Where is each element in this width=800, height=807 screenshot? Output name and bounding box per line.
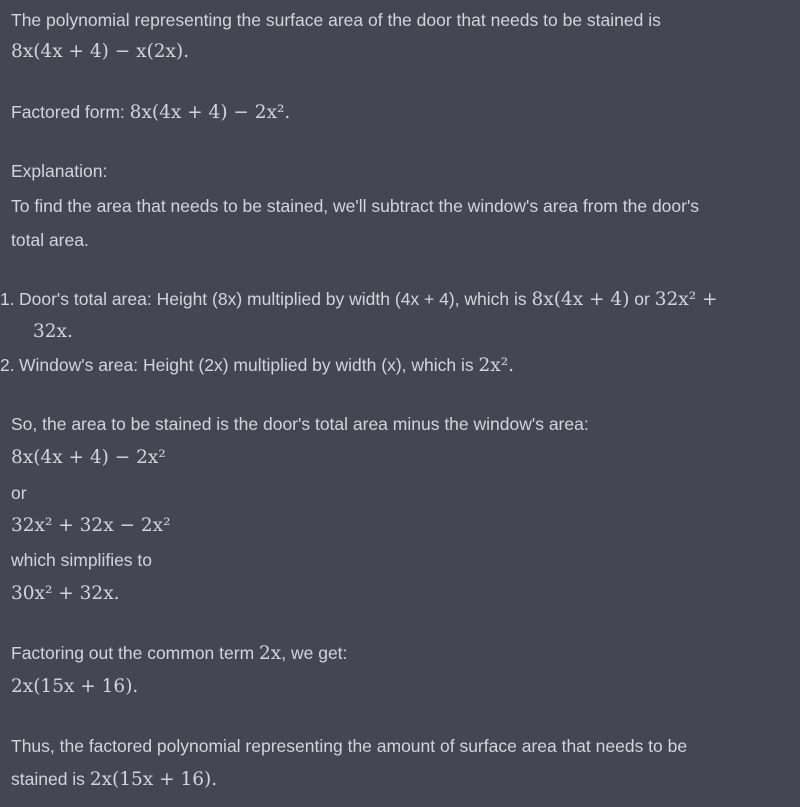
factoring-line [11, 641, 347, 666]
common-term: 2x [259, 643, 282, 664]
conclusion-line-1: Thus, the factored polynomial representing the amount of surface area that needs to be [11, 736, 688, 756]
conclusion-text: stained is [11, 769, 85, 789]
list-item-1-or: or [634, 289, 650, 309]
list-item-1-equation-b: 32x² + [654, 289, 718, 310]
list-item-1-equation: 8x(4x + 4) [531, 289, 630, 310]
or-equation: 32x² + 32x − 2x² [11, 515, 171, 536]
list-item-2 [19, 353, 514, 378]
simplified-equation: 30x² + 32x. [11, 583, 120, 604]
factored-result: 2x(15x + 16). [11, 676, 139, 697]
or-text: or [11, 483, 27, 503]
list-number-1: 1. [0, 289, 15, 309]
explanation-heading: Explanation: [11, 161, 108, 181]
list-item-1-text: Door's total area: Height (8x) multiplied by width (4x + 4), which is [19, 289, 527, 309]
factored-form-equation: 8x(4x + 4) − 2x². [129, 102, 291, 123]
list-item-2-equation: 2x². [478, 355, 514, 376]
conclusion-equation: 2x(15x + 16). [89, 769, 218, 790]
so-equation: 8x(4x + 4) − 2x² [11, 447, 166, 468]
list-number-2: 2. [0, 355, 15, 375]
explanation-line-2: total area. [11, 230, 89, 250]
list-item-1 [19, 287, 718, 312]
explanation-line-1: To find the area that needs to be stained, we'll subtract the window's area from the door's [11, 196, 700, 216]
factoring-text: Factoring out the common term [11, 643, 255, 663]
list-item-2-text: Window's area: Height (2x) multiplied by width (x), which is [19, 355, 474, 375]
intro-text: The polynomial representing the surface area of the door that needs to be stained is [11, 10, 661, 30]
simplifies-text: which simplifies to [11, 550, 153, 570]
so-text: So, the area to be stained is the door's total area minus the window's area: [11, 414, 589, 434]
intro-equation: 8x(4x + 4) − x(2x). [11, 41, 190, 62]
conclusion-line-2 [11, 767, 217, 792]
list-item-1-continuation: 32x. [33, 321, 73, 342]
factoring-text-suffix: , we get: [281, 643, 348, 663]
factored-form-label: Factored form: [11, 102, 125, 122]
factored-form-line [11, 100, 290, 125]
